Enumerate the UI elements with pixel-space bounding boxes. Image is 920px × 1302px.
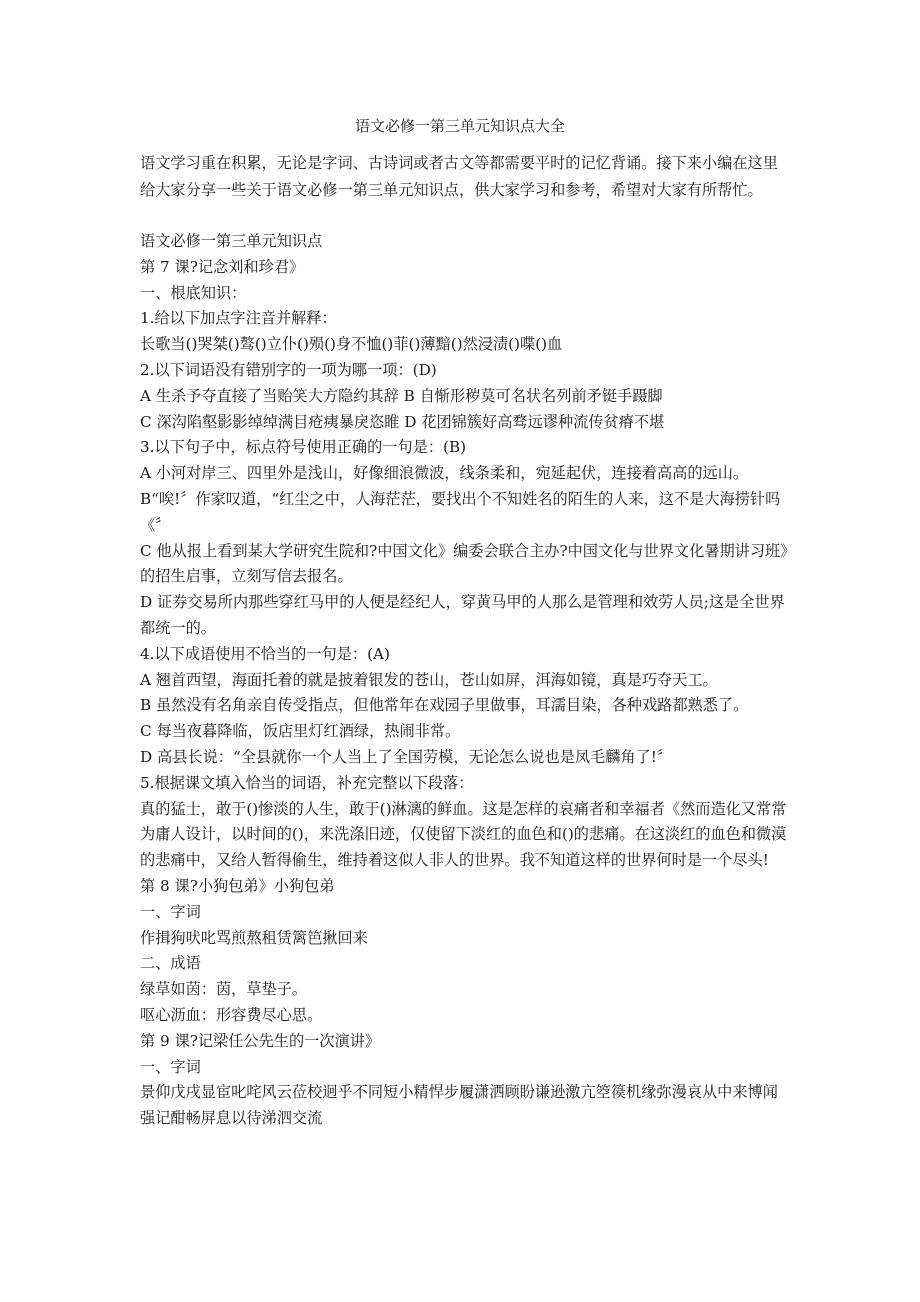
lesson-heading: 第 7 课?记念刘和珍君》 <box>140 257 305 276</box>
subsection-heading: 一、根底知识： <box>140 283 247 302</box>
question-text: 2.以下词语没有错别字的一项为哪一项：(D) <box>140 360 437 379</box>
question-text: 1.给以下加点字注音并解释： <box>140 309 337 328</box>
lesson-heading: 第 9 课?记梁任公先生的一次演讲》 <box>140 1031 381 1050</box>
answer-option: D 高县长说：“全县就你一个人当上了全国劳模，无论怎么说也是凤毛麟角了!〞 <box>140 747 673 766</box>
answer-option: C 深沟陷壑影影绰绰满目疮痍暴戾恣睢 D 花团锦簇好高骛远谬种流传贫瘠不堪 <box>140 412 665 431</box>
section-heading: 语文必修一第三单元知识点 <box>140 232 323 250</box>
answer-option: A 小河对岸三、四里外是浅山，好像细浪微波，线条柔和，宛延起伏，连接着高高的远山。 <box>140 464 749 483</box>
vocab-line: 作揖狗吠叱骂煎熬租赁篱笆揪回来 <box>140 928 368 947</box>
page-title: 语文必修一第三单元知识点大全 <box>354 117 565 135</box>
answer-option: A 翘首西望，海面托着的就是披着银发的苍山，苍山如屏，洱海如镜，真是巧夺天工。 <box>140 670 718 689</box>
subsection-heading: 一、字词 <box>140 902 201 921</box>
question-content: 长歌当()哭桀()骜()立仆()殒()身不恤()菲()薄黯()然浸渍()喋()血 <box>140 335 563 354</box>
vocab-line: 景仰戊戌显宦叱咤风云莅校迥乎不同短小精悍步履潇洒顾盼谦逊激亢箜篌机缘弥漫哀从中来博闻强记酣畅屏息以待涕泗交流 <box>140 1083 778 1128</box>
answer-option: B 虽然没有名角亲自传受指点，但他常年在戏园子里做事，耳濡目染，各种戏路都熟悉了。 <box>140 696 749 715</box>
answer-option: C 他从报上看到某大学研究生院和?中国文化》编委会联合主办?中国文化与世界文化暑期讲习班》的招生启事，立刻写信去报名。 <box>140 541 788 586</box>
lesson-heading: 第 8 课?小狗包弟》小狗包弟 <box>140 876 335 895</box>
answer-option: A 生杀予夺直接了当贻笑大方隐约其辞 B 自惭形秽莫可名状名列前矛铤手蹑脚 <box>140 386 663 405</box>
subsection-heading: 一、字词 <box>140 1057 201 1076</box>
question-text: 3.以下句子中，标点符号使用正确的一句是：(B) <box>140 438 467 457</box>
intro-section <box>140 150 790 203</box>
answer-option: B“唉!〞作家叹道，“红尘之中，人海茫茫，要找出个不知姓名的陌生的人来，这不是大海捞针吗《〞 <box>140 489 781 534</box>
question-text: 5.根据课文填入恰当的词语，补充完整以下段落： <box>140 773 474 792</box>
idiom-line: 绿草如茵：茵，草垫子。 <box>140 980 308 999</box>
intro-paragraph: 语文学习重在积累，无论是字词、古诗词或者古文等都需要平时的记忆背诵。接下来小编在这里给大家分享一些关于语文必修一第三单元知识点，供大家学习和参考，希望对大家有所帮忙。 <box>140 154 778 199</box>
answer-option: D 证券交易所内那些穿红马甲的人便是经纪人，穿黄马甲的人那么是管理和效劳人员;这是全世界都统一的。 <box>140 593 785 637</box>
idiom-line: 呕心沥血：形容费尽心思。 <box>140 1005 323 1024</box>
document-body <box>140 150 790 1132</box>
question-text: 4.以下成语使用不恰当的一句是：(A) <box>140 644 390 663</box>
passage-paragraph: 真的猛士，敢于()惨淡的人生，敢于()淋漓的鲜血。这是怎样的哀痛者和幸福者《然而造化又常常为庸人设计，以时间的()，来洗涤旧迹，仅使留下淡红的血色和()的悲痛。在这淡红的血色和微漠的悲痛中，又给人暂得偷生，维持着这似人非人的世界。我不知道这样的世界何时是一个尽头! <box>140 799 787 870</box>
section-gap <box>140 203 790 229</box>
subsection-heading: 二、成语 <box>140 954 201 973</box>
answer-option: C 每当夜暮降临，饭店里灯红酒绿，热闹非常。 <box>140 722 461 741</box>
